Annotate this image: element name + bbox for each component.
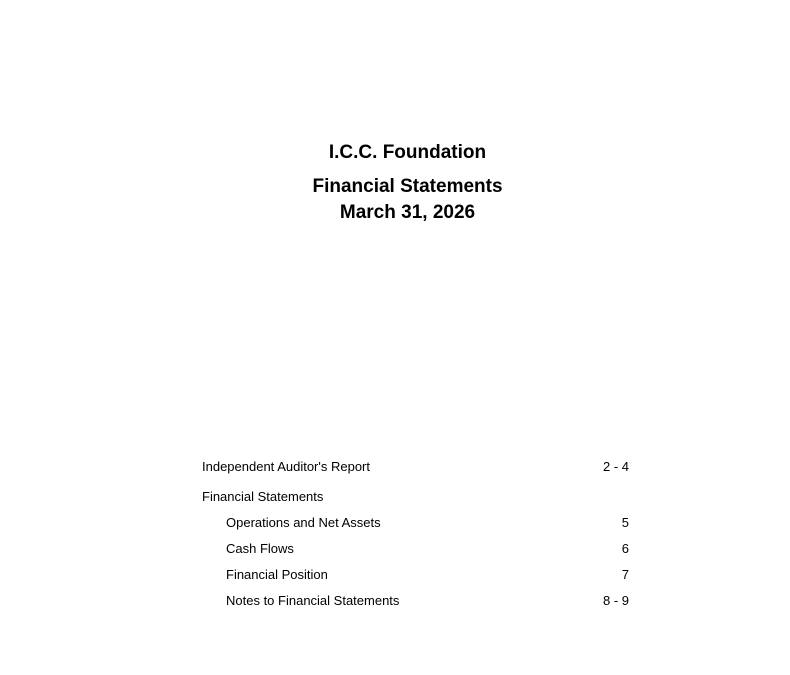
toc-entry-pages: 7 — [621, 567, 629, 582]
toc-entry-label: Independent Auditor's Report — [202, 459, 370, 474]
toc-entry-pages: 2 - 4 — [602, 459, 629, 474]
toc-entry-pages: 6 — [621, 541, 629, 556]
document-date: March 31, 2026 — [339, 202, 476, 223]
toc-entry-cash-flows — [202, 541, 629, 557]
table-of-contents — [202, 455, 629, 609]
document-title: Financial Statements — [312, 176, 503, 197]
toc-entry-label: Operations and Net Assets — [226, 515, 381, 530]
toc-entry-label: Financial Position — [226, 567, 328, 582]
toc-entry-notes — [202, 593, 629, 609]
toc-section-heading — [202, 489, 629, 505]
toc-entry-pages: 5 — [621, 515, 629, 530]
toc-entry-label: Cash Flows — [226, 541, 294, 556]
organization-name: I.C.C. Foundation — [328, 142, 487, 163]
toc-entry-auditor-report — [202, 459, 629, 475]
toc-entry-pages: 8 - 9 — [602, 593, 629, 608]
toc-entry-label: Notes to Financial Statements — [226, 593, 400, 608]
toc-entry-financial-position — [202, 567, 629, 583]
toc-entry-operations — [202, 515, 629, 531]
toc-section-label: Financial Statements — [202, 489, 324, 504]
